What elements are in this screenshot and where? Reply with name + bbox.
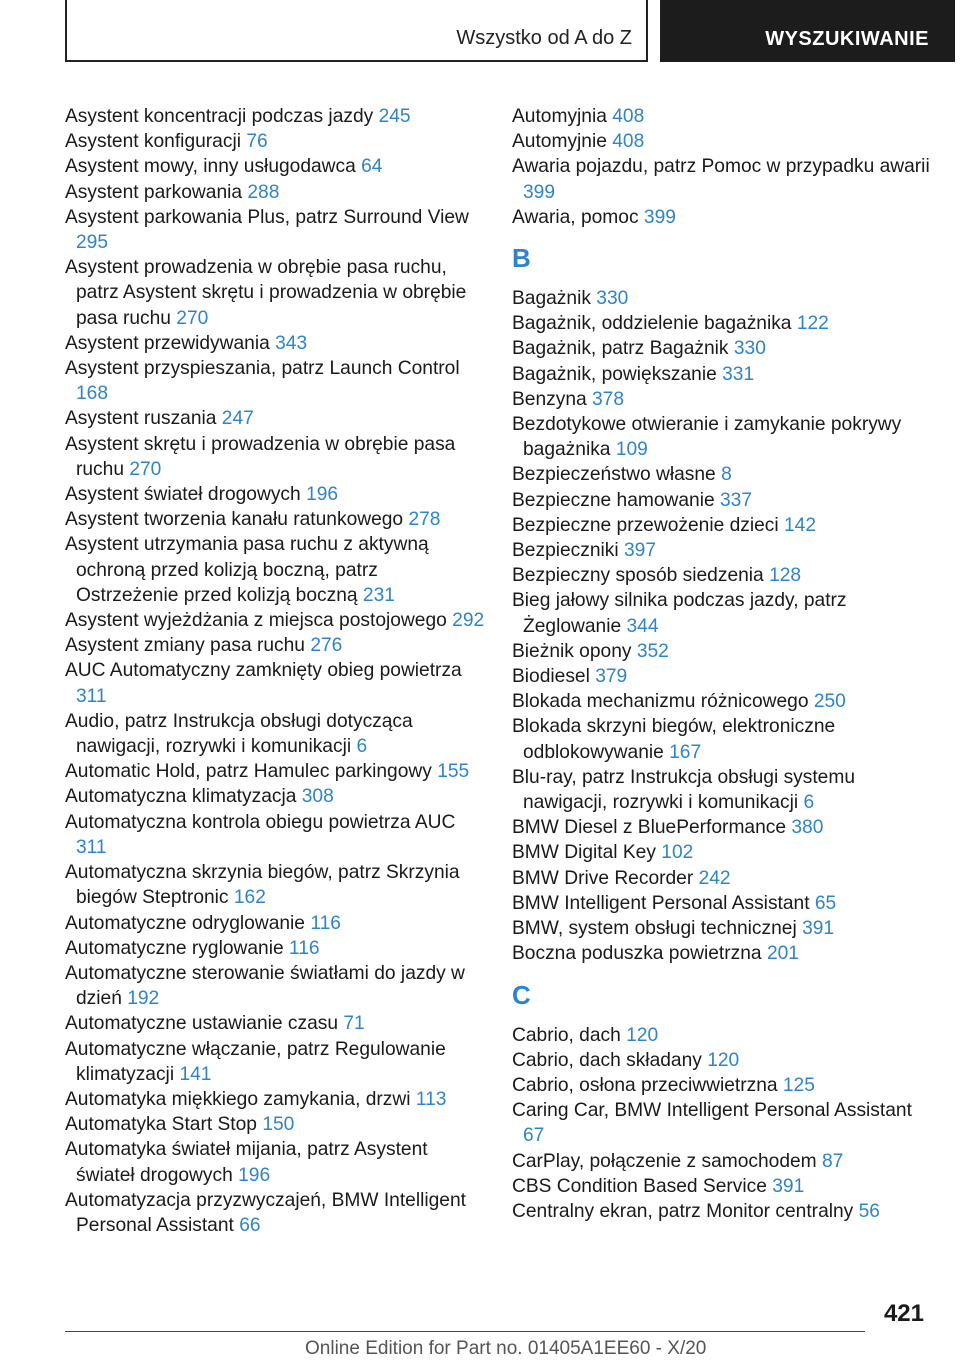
- index-entry: [512, 866, 932, 891]
- index-entry: [65, 1137, 485, 1187]
- entry-page-link[interactable]: 102: [661, 842, 694, 864]
- entry-page-link[interactable]: 391: [772, 1175, 805, 1197]
- index-entry: [512, 588, 932, 638]
- index-entry: [512, 412, 932, 462]
- entry-page-link[interactable]: 64: [361, 156, 383, 178]
- entry-text: Cabrio, dach składany: [512, 1049, 702, 1071]
- index-entry: [512, 1073, 932, 1098]
- entry-page-link[interactable]: 399: [643, 206, 676, 228]
- entry-page-link[interactable]: 397: [624, 540, 657, 562]
- entry-text: Automatyzacja przyzwyczajeń, BMW Intelligent Personal Assistant: [65, 1189, 466, 1236]
- index-entry: [65, 406, 485, 431]
- index-entry: [65, 255, 485, 331]
- entry-text: Automatyczne ryglowanie: [65, 937, 284, 959]
- entry-text: Bezpieczne hamowanie: [512, 489, 715, 511]
- entry-text: Blokada mechanizmu różnicowego: [512, 691, 809, 713]
- entry-page-link[interactable]: 167: [669, 741, 702, 763]
- entry-text: Bieg jałowy silnika podczas jazdy, patrz Żeglowanie: [512, 590, 847, 637]
- index-entry: [65, 1188, 485, 1238]
- entry-page-link[interactable]: 408: [612, 131, 645, 153]
- entry-text: Asystent ruszania: [65, 408, 217, 430]
- section-letter-c: C: [512, 979, 531, 1010]
- entry-text: Centralny ekran, patrz Monitor centralny: [512, 1200, 854, 1222]
- entry-text: Asystent konfiguracji: [65, 131, 241, 153]
- entry-page-link[interactable]: 378: [592, 388, 625, 410]
- entry-page-link[interactable]: 292: [452, 610, 485, 632]
- index-entry: [65, 482, 485, 507]
- entry-text: Cabrio, osłona przeciwwietrzna: [512, 1074, 778, 1096]
- search-tab-label: WYSZUKIWANIE: [765, 28, 929, 50]
- entry-text: Automyjnia: [512, 106, 607, 127]
- entry-text: Bieżnik opony: [512, 640, 632, 662]
- entry-page-link[interactable]: 337: [720, 489, 753, 511]
- entry-page-link[interactable]: 87: [822, 1150, 844, 1172]
- index-entry: [65, 936, 485, 961]
- entry-text: Asystent wyjeżdżania z miejsca postojowego: [65, 610, 447, 632]
- entry-page-link[interactable]: 192: [127, 988, 160, 1010]
- index-entry: [65, 1011, 485, 1036]
- entry-text: Biodiesel: [512, 666, 590, 688]
- entry-page-link[interactable]: 155: [437, 761, 470, 783]
- index-entry: [65, 608, 485, 633]
- entry-page-link[interactable]: 276: [310, 635, 343, 657]
- entry-text: Asystent przewidywania: [65, 332, 270, 354]
- entry-text: Bagażnik, oddzielenie bagażnika: [512, 313, 792, 335]
- entry-text: Automatyka świateł mijania, patrz Asystent świateł drogowych: [65, 1139, 428, 1186]
- entry-page-link[interactable]: 56: [858, 1200, 880, 1222]
- entry-page-link[interactable]: 242: [698, 867, 731, 889]
- entry-text: Bezdotykowe otwieranie i zamykanie pokrywy bagażnika: [512, 414, 902, 461]
- entry-page-link[interactable]: 71: [343, 1013, 365, 1035]
- entry-page-link[interactable]: 379: [595, 666, 628, 688]
- index-entry: [65, 1037, 485, 1087]
- index-entry: [65, 633, 485, 658]
- entry-page-link[interactable]: 141: [179, 1063, 212, 1085]
- index-entry: [65, 658, 485, 708]
- page-header: [0, 0, 960, 64]
- entry-page-link[interactable]: 330: [596, 288, 629, 310]
- index-entry: [512, 538, 932, 563]
- index-entry: [65, 507, 485, 532]
- footer-divider: [65, 1331, 865, 1332]
- index-entry: [512, 664, 932, 689]
- entry-page-link[interactable]: 76: [246, 131, 268, 153]
- index-entry: [512, 1199, 932, 1224]
- entry-page-link[interactable]: 270: [176, 307, 209, 329]
- entry-text: Awaria pojazdu, patrz Pomoc w przypadku awarii: [512, 156, 930, 178]
- entry-page-link[interactable]: 247: [221, 408, 254, 430]
- entry-page-link[interactable]: 308: [301, 786, 334, 808]
- entry-page-link[interactable]: 343: [275, 332, 308, 354]
- entry-text: Asystent przyspieszania, patrz Launch Control: [65, 358, 460, 380]
- index-entry: [512, 336, 932, 361]
- entry-page-link[interactable]: 331: [722, 363, 755, 385]
- entry-page-link[interactable]: 120: [707, 1049, 740, 1071]
- entry-page-link[interactable]: 66: [239, 1214, 261, 1236]
- entry-page-link[interactable]: 231: [362, 584, 395, 606]
- entry-text: Bezpieczniki: [512, 540, 619, 562]
- index-entry: [512, 765, 932, 815]
- section-tab-label: Wszystko od A do Z: [456, 27, 632, 49]
- index-entry: [512, 205, 932, 230]
- entry-text: Automatic Hold, patrz Hamulec parkingowy: [65, 761, 432, 783]
- section-tab[interactable]: [65, 0, 648, 62]
- entry-page-link[interactable]: 330: [733, 338, 766, 360]
- index-entry: [512, 1098, 932, 1148]
- index-entry: [512, 941, 932, 966]
- index-entry: [65, 432, 485, 482]
- entry-page-link[interactable]: 113: [415, 1088, 447, 1110]
- entry-text: Automatyczna klimatyzacja: [65, 786, 297, 808]
- index-entry: [65, 759, 485, 784]
- index-entry: [512, 840, 932, 865]
- index-entry: [512, 462, 932, 487]
- index-entry: [512, 387, 932, 412]
- index-group-b: [512, 286, 932, 966]
- index-entry: [65, 104, 485, 129]
- index-column-right: [512, 104, 932, 1224]
- index-group-a: [512, 104, 932, 230]
- index-entry: [65, 860, 485, 910]
- entry-text: Automatyczne ustawianie czasu: [65, 1013, 339, 1035]
- index-entry: [65, 180, 485, 205]
- index-entry: [512, 891, 932, 916]
- index-entry: [512, 154, 932, 204]
- entry-page-link[interactable]: 399: [523, 181, 556, 203]
- entry-text: CarPlay, połączenie z samochodem: [512, 1150, 817, 1172]
- entry-text: Bagażnik, patrz Bagażnik: [512, 338, 729, 360]
- index-group-c: [512, 1023, 932, 1225]
- entry-page-link[interactable]: 8: [721, 464, 732, 486]
- entry-page-link[interactable]: 270: [129, 458, 162, 480]
- entry-text: BMW Diesel z BluePerformance: [512, 817, 787, 839]
- index-entry: [512, 1174, 932, 1199]
- index-entry: [512, 916, 932, 941]
- entry-page-link[interactable]: 245: [378, 106, 411, 127]
- entry-text: Asystent utrzymania pasa ruchu z aktywną ochroną przed kolizją boczną, patrz Ostrzeżenie przed kolizją boczną: [65, 534, 429, 606]
- entry-text: Automatyczne odryglowanie: [65, 912, 305, 934]
- entry-page-link[interactable]: 65: [814, 892, 837, 914]
- entry-text: Blokada skrzyni biegów, elektroniczne odblokowywanie: [512, 716, 836, 763]
- entry-page-link[interactable]: 352: [636, 640, 669, 662]
- entry-text: BMW Digital Key: [512, 842, 656, 864]
- entry-page-link[interactable]: 109: [615, 439, 648, 461]
- entry-text: Automatyka miękkiego zamykania, drzwi: [65, 1088, 411, 1110]
- index-entry: [512, 488, 932, 513]
- entry-text: Automatyczne sterowanie światłami do jazdy w dzień: [65, 962, 465, 1010]
- entry-text: Asystent świateł drogowych: [65, 484, 301, 506]
- entry-text: BMW Intelligent Personal Assistant: [512, 892, 810, 914]
- entry-page-link[interactable]: 391: [802, 918, 835, 940]
- entry-page-link[interactable]: 142: [783, 514, 816, 536]
- footer-edition: Online Edition for Part no. 01405A1EE60 - X/20: [305, 1338, 707, 1359]
- index-entry: [512, 129, 932, 154]
- entry-text: Bagażnik, powiększanie: [512, 363, 717, 385]
- entry-text: Bagażnik: [512, 288, 591, 310]
- entry-page-link[interactable]: 125: [782, 1074, 815, 1096]
- index-entry: [65, 205, 485, 255]
- entry-page-link[interactable]: 6: [356, 736, 368, 758]
- index-entry: [65, 356, 485, 406]
- entry-text: Automatyczna skrzynia biegów, patrz Skrzynia biegów Steptronic: [65, 862, 460, 909]
- entry-page-link[interactable]: 122: [796, 313, 829, 335]
- entry-text: Asystent koncentracji podczas jazdy: [65, 106, 374, 127]
- entry-page-link[interactable]: 67: [523, 1125, 545, 1147]
- entry-text: Asystent mowy, inny usługodawca: [65, 156, 356, 178]
- entry-page-link[interactable]: 288: [247, 181, 280, 203]
- entry-text: Bezpieczeństwo własne: [512, 464, 716, 486]
- entry-page-link[interactable]: 380: [791, 817, 824, 839]
- entry-text: Asystent tworzenia kanału ratunkowego: [65, 509, 404, 531]
- entry-text: Automatyczne włączanie, patrz Regulowanie klimatyzacji: [65, 1038, 446, 1085]
- entry-page-link[interactable]: 250: [813, 691, 846, 713]
- entry-text: Asystent skrętu i prowadzenia w obrębie pasa ruchu: [65, 433, 456, 480]
- entry-text: CBS Condition Based Service: [512, 1175, 767, 1197]
- entry-text: Asystent prowadzenia w obrębie pasa ruchu, patrz Asystent skrętu i prowadzenia w obrębie pasa ruchu: [65, 257, 467, 329]
- index-entry: [512, 311, 932, 336]
- search-tab[interactable]: [660, 0, 955, 62]
- entry-text: AUC Automatyczny zamknięty obieg powietrza: [65, 660, 462, 682]
- index-entry: [512, 286, 932, 311]
- entry-text: Automyjnie: [512, 131, 607, 153]
- entry-page-link[interactable]: 162: [233, 887, 266, 909]
- entry-page-link[interactable]: 196: [306, 484, 339, 506]
- index-entry: [65, 154, 485, 179]
- entry-text: Asystent parkowania: [65, 181, 243, 203]
- entry-text: Bezpieczne przewożenie dzieci: [512, 514, 779, 536]
- index-column-left: [65, 104, 485, 1238]
- index-entry: [512, 815, 932, 840]
- entry-page-link[interactable]: 128: [769, 565, 802, 587]
- entry-text: Cabrio, dach: [512, 1024, 621, 1046]
- index-entry: [512, 513, 932, 538]
- entry-page-link[interactable]: 116: [288, 937, 320, 959]
- entry-text: Awaria, pomoc: [512, 206, 639, 228]
- entry-page-link[interactable]: 201: [766, 943, 799, 965]
- entry-page-link[interactable]: 311: [76, 685, 107, 707]
- entry-text: Automatyka Start Stop: [65, 1114, 257, 1136]
- index-entry: [512, 1048, 932, 1073]
- entry-text: BMW Drive Recorder: [512, 867, 694, 889]
- entry-page-link[interactable]: 116: [310, 912, 341, 934]
- index-entry: [65, 1112, 485, 1137]
- page-number: 421: [883, 1300, 924, 1327]
- entry-text: Asystent zmiany pasa ruchu: [65, 635, 305, 657]
- entry-page-link[interactable]: 120: [626, 1024, 659, 1046]
- entry-page-link[interactable]: 344: [626, 615, 659, 637]
- entry-text: BMW, system obsługi technicznej: [512, 918, 797, 940]
- entry-page-link[interactable]: 150: [262, 1114, 295, 1136]
- index-entry: [512, 689, 932, 714]
- entry-text: Caring Car, BMW Intelligent Personal Assistant: [512, 1100, 912, 1122]
- index-entry: [65, 129, 485, 154]
- index-entry: [65, 810, 485, 860]
- index-entry: [65, 784, 485, 809]
- section-letter-b: B: [512, 243, 531, 274]
- index-entry: [65, 709, 485, 759]
- index-entry: [65, 1087, 485, 1112]
- entry-page-link[interactable]: 311: [76, 836, 107, 858]
- index-entry: [65, 911, 485, 936]
- entry-text: Blu-ray, patrz Instrukcja obsługi systemu nawigacji, rozrywki i komunikacji: [512, 766, 856, 814]
- entry-page-link[interactable]: 6: [803, 792, 815, 814]
- entry-page-link[interactable]: 168: [76, 383, 109, 405]
- entry-page-link[interactable]: 295: [76, 232, 109, 254]
- index-entry: [512, 362, 932, 387]
- entry-page-link[interactable]: 196: [238, 1164, 271, 1186]
- index-entry: [65, 331, 485, 356]
- index-entry: [512, 639, 932, 664]
- index-entry: [512, 104, 932, 129]
- index-entry: [65, 961, 485, 1011]
- entry-text: Asystent parkowania Plus, patrz Surround View: [65, 206, 469, 228]
- entry-text: Automatyczna kontrola obiegu powietrza AUC: [65, 811, 456, 833]
- entry-page-link[interactable]: 278: [408, 509, 441, 531]
- index-entry: [512, 1149, 932, 1174]
- entry-text: Benzyna: [512, 388, 587, 410]
- index-entry: [512, 714, 932, 764]
- index-entry: [65, 532, 485, 608]
- entry-text: Boczna poduszka powietrzna: [512, 943, 762, 965]
- index-entry: [512, 563, 932, 588]
- entry-text: Bezpieczny sposób siedzenia: [512, 565, 764, 587]
- index-entry: [512, 1023, 932, 1048]
- entry-text: Audio, patrz Instrukcja obsługi dotycząca nawigacji, rozrywki i komunikacji: [65, 710, 413, 758]
- entry-page-link[interactable]: 408: [612, 106, 645, 127]
